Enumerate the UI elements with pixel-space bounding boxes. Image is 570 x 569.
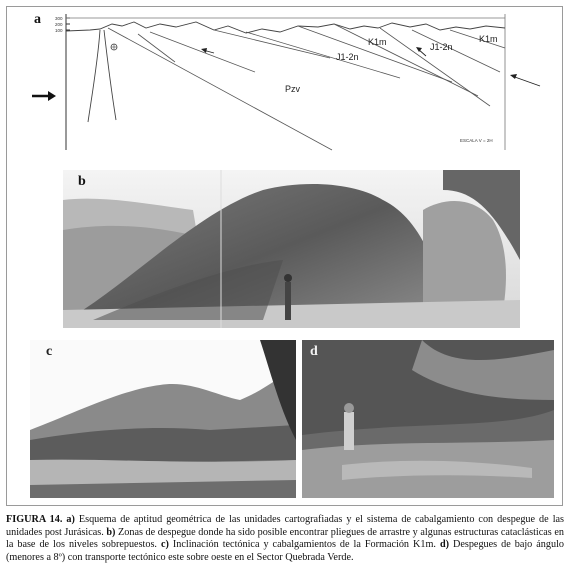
photo-d: [302, 340, 554, 498]
caption-c-text: Inclinación tectónica y cabalgamientos de la Formación K1m.: [168, 539, 440, 551]
fault-line-left-2: [104, 30, 116, 120]
caption-b-key: b): [106, 526, 116, 538]
photo-c: [30, 340, 296, 498]
topographic-profile: [66, 22, 505, 33]
unit-label-j12n-left: J1-2n: [336, 52, 359, 62]
scale-note: ESCALA V = 2H: [460, 138, 493, 143]
caption-b-text: Zonas de despegue donde ha sido posible encontrar pliegues de arrastre y algunas estructuras cataclásticas en la base de los niveles sobrepuestos.: [6, 526, 564, 551]
caption-a-text: Esquema de aptitud geométrica de las unidades cartografiadas y el sistema de cabalgamiento con despegue de las unidades post Jurásicas.: [6, 514, 565, 538]
unit-label-j12n-right: J1-2n: [430, 42, 453, 52]
panel-b-label: b: [78, 174, 86, 189]
photo-b: [63, 170, 520, 328]
panel-d-label: d: [310, 344, 318, 359]
panel-a-label: a: [34, 12, 41, 27]
fault-line-left: [88, 30, 100, 122]
caption-c-key: c): [160, 539, 169, 551]
scale-tick-200: 200: [55, 22, 63, 27]
unit-label-pzv: Pzv: [285, 84, 301, 94]
cross-section-diagram: [0, 0, 570, 165]
caption-d-key: d): [439, 539, 449, 551]
unit-label-k1m-left: K1m: [368, 37, 387, 47]
figure-caption: [6, 514, 564, 564]
caption-d-text: Despegues de bajo ángulo (menores a 8º) con transporte tectónico este sobre oeste en el Sector Quebrada Verde.: [6, 539, 564, 563]
caption-number: FIGURA 14.: [6, 514, 63, 525]
panel-c-label: c: [46, 344, 53, 359]
scale-tick-100: 100: [55, 28, 63, 33]
scale-tick-300: 300: [55, 16, 63, 21]
caption-a-key: a): [66, 514, 75, 525]
transport-arrow-icon: [32, 91, 56, 101]
unit-label-k1m-right: K1m: [479, 34, 498, 44]
